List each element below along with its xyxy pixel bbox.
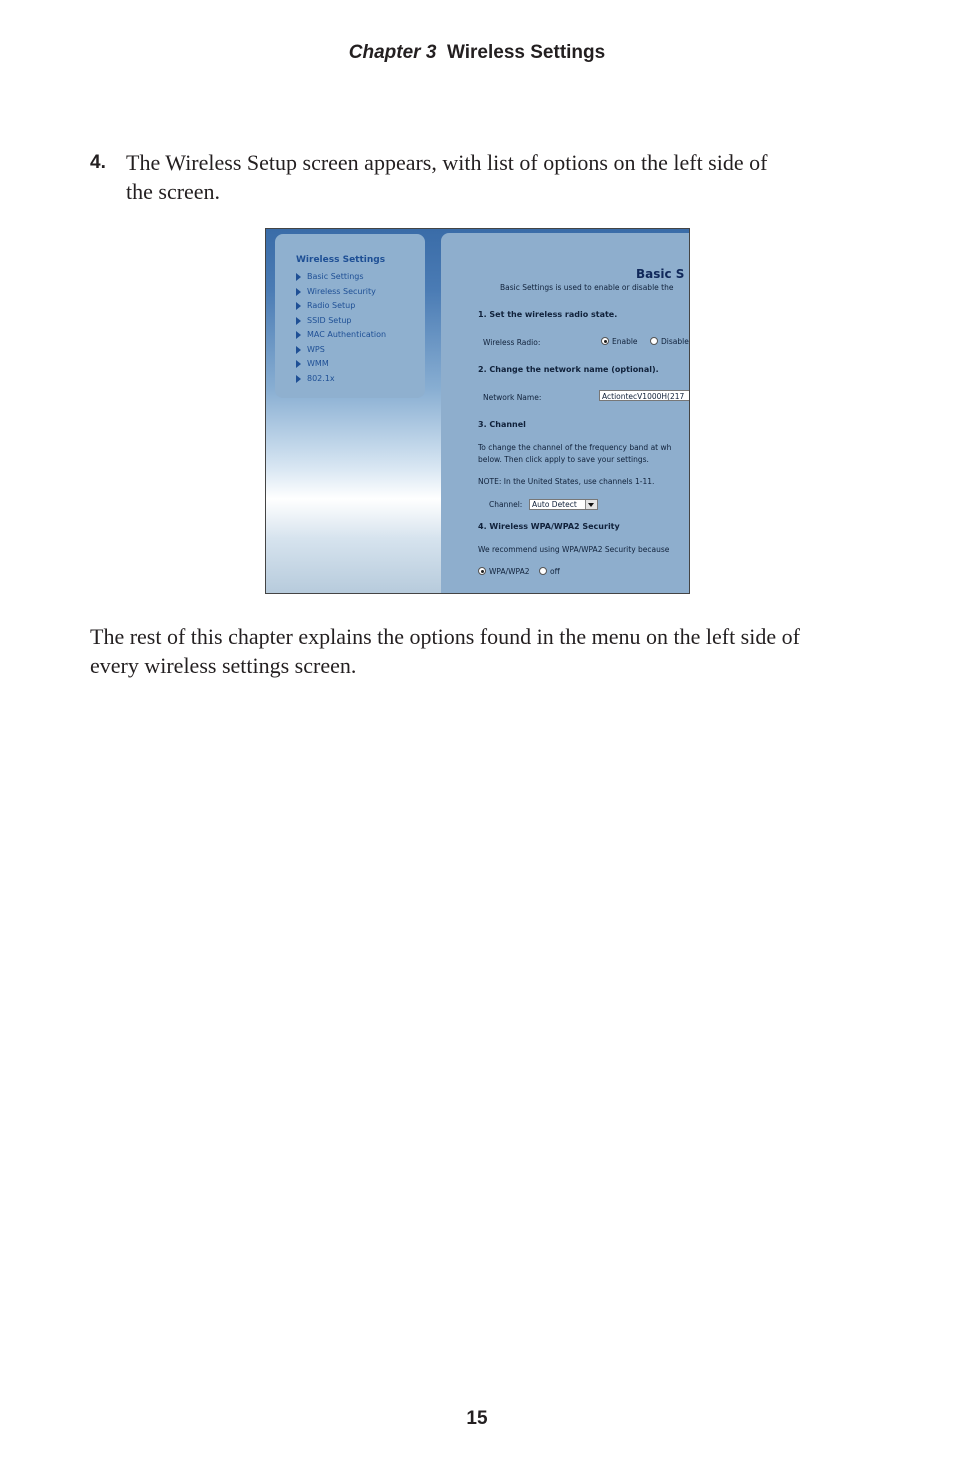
radio-unselected-icon	[539, 567, 547, 575]
paragraph-line1: The rest of this chapter explains the options found in the menu on the left side of	[90, 624, 800, 649]
step-number: 4.	[90, 152, 106, 173]
content-panel	[441, 233, 690, 594]
page-number: 15	[466, 1408, 488, 1429]
step-text-line2: the screen.	[126, 179, 221, 204]
sidebar-panel	[275, 234, 425, 398]
wireless-setup-screenshot	[265, 228, 690, 594]
channel-description-line1: To change the channel of the frequency band at wh	[478, 443, 672, 452]
sidebar-item-basic-settings[interactable]: Basic Settings	[307, 272, 386, 287]
section-channel: 3. Channel	[478, 420, 526, 429]
arrow-right-icon	[296, 317, 301, 325]
running-header	[0, 42, 954, 64]
sidebar-item-wireless-security[interactable]: Wireless Security	[307, 287, 386, 302]
radio-selected-icon	[601, 337, 609, 345]
wireless-radio-label: Wireless Radio:	[483, 338, 541, 347]
sidebar-item-wps[interactable]: WPS	[307, 345, 386, 360]
arrow-right-icon	[296, 331, 301, 339]
content-subtitle: Basic Settings is used to enable or disable the	[500, 283, 674, 292]
security-wpa-option[interactable]: WPA/WPA2	[478, 567, 529, 576]
section-radio-state: 1. Set the wireless radio state.	[478, 310, 618, 319]
section-wpa-security: 4. Wireless WPA/WPA2 Security	[478, 522, 620, 531]
sidebar-menu	[307, 272, 386, 388]
chevron-down-icon[interactable]	[585, 500, 597, 509]
sidebar-title: Wireless Settings	[296, 255, 386, 265]
channel-note: NOTE: In the United States, use channels 1-11.	[478, 477, 655, 486]
network-name-input[interactable]: ActiontecV1000H(217	[599, 390, 690, 401]
security-description: We recommend using WPA/WPA2 Security because	[478, 545, 670, 554]
content-title: Basic S	[636, 267, 685, 281]
channel-label: Channel:	[489, 500, 523, 509]
sidebar-item-radio-setup[interactable]: Radio Setup	[307, 301, 386, 316]
sidebar-item-wmm[interactable]: WMM	[307, 359, 386, 374]
sidebar-item-ssid-setup[interactable]: SSID Setup	[307, 316, 386, 331]
channel-select-value: Auto Detect	[532, 500, 577, 509]
radio-selected-icon	[478, 567, 486, 575]
arrow-right-icon	[296, 375, 301, 383]
body-paragraph	[90, 622, 860, 680]
step-text-line1: The Wireless Setup screen appears, with list of options on the left side of	[126, 150, 768, 175]
step-4	[90, 148, 850, 206]
radio-disable-option[interactable]: Disable	[650, 337, 689, 346]
paragraph-line2: every wireless settings screen.	[90, 653, 357, 678]
channel-description-line2: below. Then click apply to save your settings.	[478, 455, 649, 464]
arrow-right-icon	[296, 346, 301, 354]
channel-select[interactable]	[529, 499, 598, 510]
sidebar-item-mac-authentication[interactable]: MAC Authentication	[307, 330, 386, 345]
chapter-label: Chapter 3	[348, 42, 437, 63]
sidebar-item-8021x[interactable]: 802.1x	[307, 374, 386, 389]
arrow-right-icon	[296, 273, 301, 281]
radio-enable-option[interactable]: Enable	[601, 337, 638, 346]
arrow-right-icon	[296, 360, 301, 368]
arrow-right-icon	[296, 288, 301, 296]
arrow-right-icon	[296, 302, 301, 310]
radio-unselected-icon	[650, 337, 658, 345]
section-network-name: 2. Change the network name (optional).	[478, 365, 659, 374]
security-off-option[interactable]: off	[539, 567, 560, 576]
chapter-title: Wireless Settings	[446, 42, 606, 63]
network-name-label: Network Name:	[483, 393, 542, 402]
